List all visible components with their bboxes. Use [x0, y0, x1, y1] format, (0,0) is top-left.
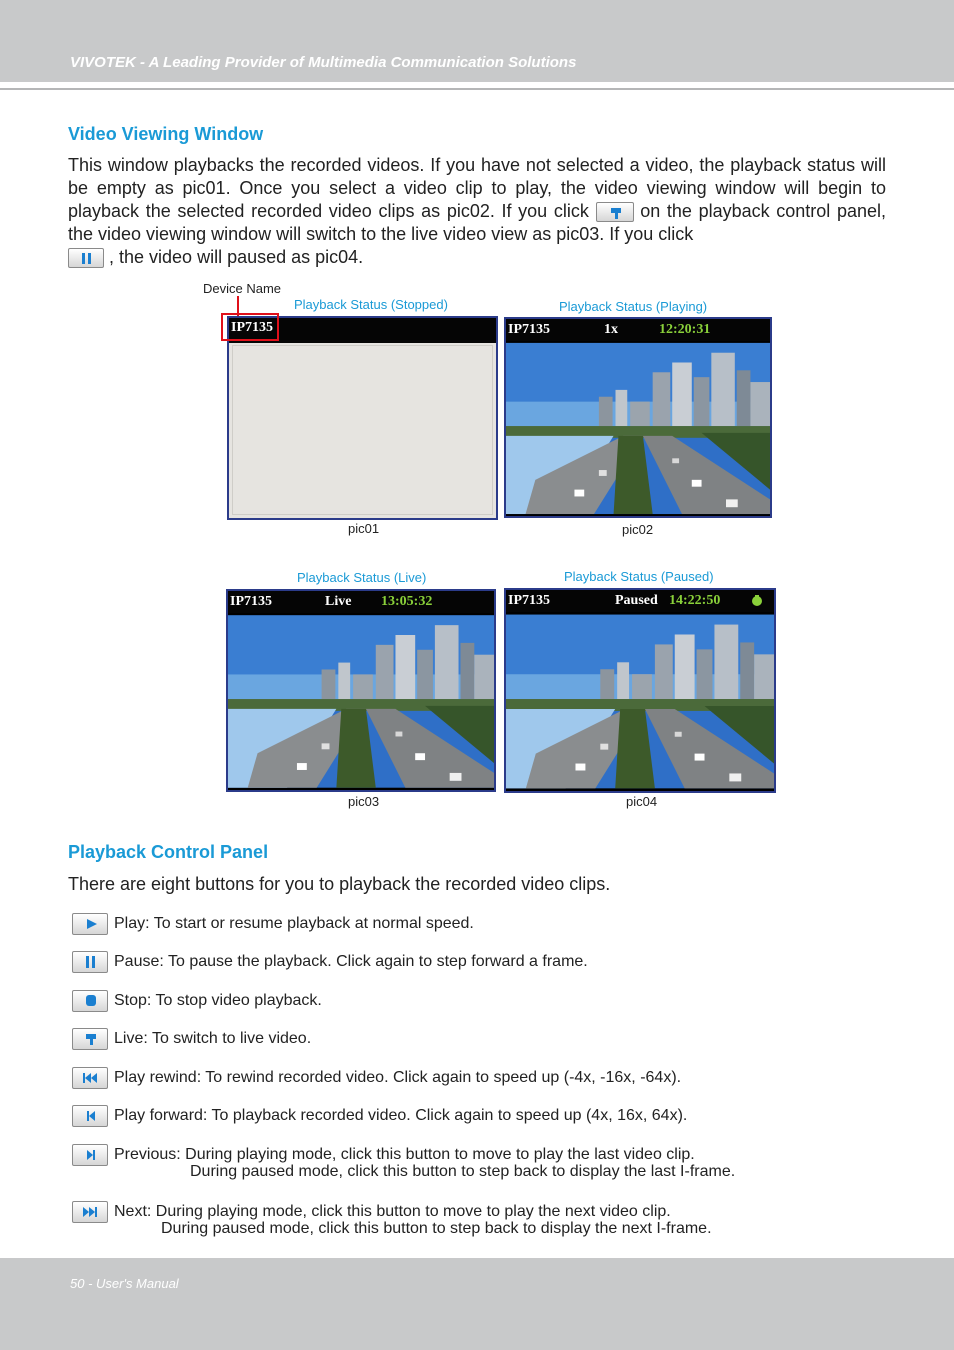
caption-pic04: Playback Status (Paused): [564, 569, 714, 584]
previous-button: [72, 1144, 108, 1166]
page-footer: [0, 1258, 954, 1350]
playback-time: 12:20:31: [659, 322, 711, 337]
pause-button: [72, 951, 108, 973]
inline-pause-button: [68, 248, 104, 268]
stop-icon: [73, 991, 109, 1013]
play-icon: [73, 914, 109, 936]
rewind-description: Play rewind: To rewind recorded video. Click again to speed up (-4x, -16x, -64x).: [114, 1069, 682, 1087]
stop-description: Stop: To stop video playback.: [114, 992, 322, 1010]
button-row-rewind: [72, 1067, 681, 1089]
label-pic03: pic03: [348, 794, 380, 809]
paragraph-part-1: This window playbacks the recorded videos. If you have not selected a video, the playback status will be empty as pic01. Once you select a video clip to play, the video viewing window will begin to playback the selected recorded video clips as pic02. If you click: [68, 155, 886, 221]
video-viewing-paragraph: [68, 154, 886, 269]
button-row-forward: [72, 1105, 687, 1127]
forward-icon: [73, 1106, 109, 1128]
playback-intro: There are eight buttons for you to playback the recorded video clips.: [68, 874, 611, 894]
video-window-pic03: [226, 589, 496, 792]
device-name: IP7135: [231, 320, 273, 335]
rewind-icon: [73, 1068, 109, 1090]
caption-pic02: Playback Status (Playing): [559, 299, 708, 314]
pause-icon: [73, 952, 109, 974]
live-description: Live: To switch to live video.: [114, 1030, 312, 1048]
playback-mode: Live: [325, 594, 352, 609]
header-divider: [0, 88, 954, 90]
empty-video-area: [232, 345, 493, 515]
video-frame-image: [228, 613, 494, 790]
footer-page-number: 50 - User's Manual: [70, 1276, 179, 1291]
previous-description-line2: During paused mode, click this button to step back to display the last I-frame.: [190, 1163, 736, 1180]
header-title: VIVOTEK - A Leading Provider of Multimedia Communication Solutions: [70, 54, 577, 71]
pause-description: Pause: To pause the playback. Click again to step forward a frame.: [114, 953, 588, 971]
inline-live-button: [596, 202, 634, 222]
snapshot-status-icon: [750, 594, 764, 608]
playback-time: 14:22:50: [669, 593, 721, 608]
device-name: IP7135: [508, 593, 550, 608]
section-title-video-viewing-window: Video Viewing Window: [68, 124, 264, 144]
live-button: [72, 1028, 108, 1050]
pause-icon: [69, 249, 105, 269]
previous-icon: [73, 1145, 109, 1167]
video-window-pic02: [504, 317, 772, 518]
next-icon: [73, 1202, 109, 1224]
label-pic02: pic02: [622, 522, 654, 537]
caption-pic01: Playback Status (Stopped): [294, 297, 448, 312]
live-icon: [73, 1029, 109, 1051]
button-row-stop: [72, 990, 322, 1012]
section-title-playback-control-panel: Playback Control Panel: [68, 842, 269, 862]
live-icon: [597, 203, 635, 223]
video-frame-image: [506, 612, 774, 791]
next-description-line2: During paused mode, click this button to step back to display the next I-frame.: [161, 1220, 712, 1237]
button-row-play: [72, 913, 474, 935]
video-window-pic01: [227, 316, 498, 520]
status-bar: [228, 591, 494, 613]
paragraph-part-3: , the video will paused as pic04.: [109, 247, 364, 267]
next-description: Next: During playing mode, click this button to move to play the next video clip.: [114, 1203, 671, 1221]
status-bar: [506, 590, 774, 612]
playback-time: 13:05:32: [381, 594, 433, 609]
device-name: IP7135: [230, 594, 272, 609]
device-name-label: Device Name: [203, 281, 282, 296]
label-pic04: pic04: [626, 794, 658, 809]
status-bar: [506, 319, 770, 341]
previous-description: Previous: During playing mode, click this button to move to play the last video clip.: [114, 1146, 695, 1164]
forward-button: [72, 1105, 108, 1127]
paragraph-part-2: on the playback control panel, the video viewing window will switch to the live video view as pic03. If you click: [68, 201, 886, 244]
next-button: [72, 1201, 108, 1223]
device-name: IP7135: [508, 322, 550, 337]
device-name-highlight: [221, 313, 279, 341]
button-row-live: [72, 1028, 311, 1050]
button-row-pause: [72, 951, 588, 973]
play-button: [72, 913, 108, 935]
video-frame-image: [506, 341, 770, 516]
rewind-button: [72, 1067, 108, 1089]
playback-mode: 1x: [604, 322, 618, 337]
caption-pic03: Playback Status (Live): [297, 570, 427, 585]
video-window-pic04: [504, 588, 776, 793]
play-description: Play: To start or resume playback at normal speed.: [114, 915, 474, 933]
label-pic01: pic01: [348, 521, 380, 536]
playback-mode: Paused: [615, 593, 658, 608]
forward-description: Play forward: To playback recorded video. Click again to speed up (4x, 16x, 64x).: [114, 1107, 688, 1125]
stop-button: [72, 990, 108, 1012]
